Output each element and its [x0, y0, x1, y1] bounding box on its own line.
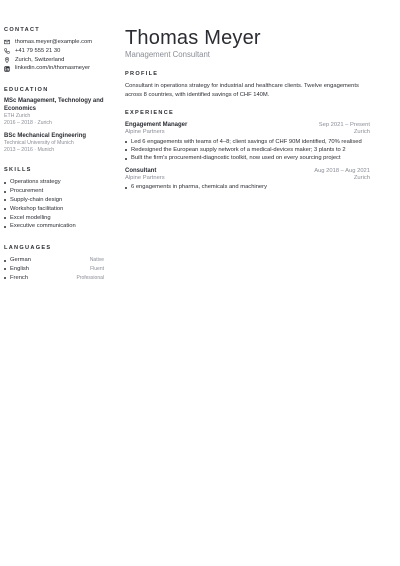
education-heading: EDUCATION — [4, 87, 49, 94]
phone-icon — [4, 48, 10, 54]
skills-section — [4, 167, 104, 231]
education-item — [4, 98, 104, 126]
person-role: Management Consultant — [125, 50, 210, 59]
language-name: English — [10, 265, 30, 272]
contact-location — [4, 56, 104, 65]
contact-linkedin — [4, 64, 104, 73]
job-bullets — [125, 138, 370, 163]
languages-section — [4, 245, 104, 282]
skill-item: Operations strategy — [4, 178, 104, 187]
skill-item: Workshop facilitation — [4, 205, 104, 214]
location-text: Zurich, Switzerland — [15, 56, 65, 63]
language-level: Fluent — [90, 265, 104, 272]
job-title: Engagement Manager — [125, 122, 188, 129]
profile-summary: Consultant in operations strategy for industrial and healthcare clients. Twelve engagements across 8 countries, with identified savings of CHF 140M. — [125, 83, 359, 98]
email-link[interactable]: thomas.meyer@example.com — [15, 39, 93, 45]
location-pin-icon — [4, 57, 10, 63]
experience-item — [125, 121, 370, 163]
mail-icon — [4, 39, 10, 45]
job-company: Alpine Partners — [125, 174, 165, 181]
job-title: Consultant — [125, 167, 157, 174]
language-item — [4, 265, 104, 274]
job-subheader — [125, 175, 370, 182]
education-item — [4, 133, 104, 154]
language-name: German — [10, 257, 31, 264]
education-meta: 2013 – 2016 · Munich — [4, 146, 55, 153]
education-section — [4, 87, 104, 153]
profile-heading: PROFILE — [125, 71, 159, 77]
education-degree: MSc Management, Technology and Economics — [4, 98, 104, 112]
language-level: Native — [89, 257, 104, 264]
job-location: Zurich — [353, 174, 370, 181]
contact-email — [4, 38, 104, 47]
main-content — [125, 27, 370, 196]
linkedin-icon — [4, 66, 10, 72]
job-header — [125, 167, 370, 175]
skills-heading: SKILLS — [4, 167, 32, 174]
job-dates: Sep 2021 – Present — [318, 122, 370, 129]
contact-section — [4, 27, 104, 73]
job-bullet: Redesigned the European supply network of a medical-devices maker; 3 plants to 2 — [125, 146, 370, 154]
job-header — [125, 121, 370, 129]
job-bullet: 6 engagements in pharma, chemicals and machinery — [125, 183, 370, 191]
experience-heading: EXPERIENCE — [125, 110, 175, 117]
experience-item — [125, 167, 370, 192]
job-location: Zurich — [353, 129, 370, 136]
skill-item: Excel modelling — [4, 214, 104, 223]
education-school: Technical University of Munich — [4, 140, 74, 147]
profile-section — [125, 71, 370, 99]
skill-item: Procurement — [4, 187, 104, 196]
language-level: Professional — [76, 274, 104, 281]
skill-item: Supply-chain design — [4, 196, 104, 205]
education-meta: 2016 – 2018 · Zurich — [4, 119, 52, 126]
contact-phone — [4, 47, 104, 56]
education-degree: BSc Mechanical Engineering — [4, 132, 87, 139]
job-dates: Aug 2018 – Aug 2021 — [314, 167, 370, 174]
job-subheader — [125, 129, 370, 136]
job-bullet: Led 6 engagements with teams of 4–8; client savings of CHF 90M identified, 70% realised — [125, 138, 370, 146]
phone-text: +41 79 555 21 30 — [15, 47, 61, 54]
skills-list — [4, 178, 104, 231]
job-bullets — [125, 183, 370, 191]
languages-heading: LANGUAGES — [4, 245, 52, 252]
language-name: French — [10, 274, 29, 281]
linkedin-link[interactable]: linkedin.com/in/thomasmeyer — [15, 65, 91, 72]
person-name: Thomas Meyer — [125, 27, 261, 49]
job-company: Alpine Partners — [125, 129, 165, 136]
sidebar — [4, 27, 104, 297]
language-item — [4, 256, 104, 265]
experience-section — [125, 110, 370, 191]
contact-heading: CONTACT — [4, 27, 41, 33]
job-bullet: Built the firm's procurement-diagnostic toolkit, now used on every sourcing project — [125, 154, 370, 162]
skill-item: Executive communication — [4, 222, 104, 231]
language-item — [4, 274, 104, 283]
education-school: ETH Zurich — [4, 113, 31, 120]
